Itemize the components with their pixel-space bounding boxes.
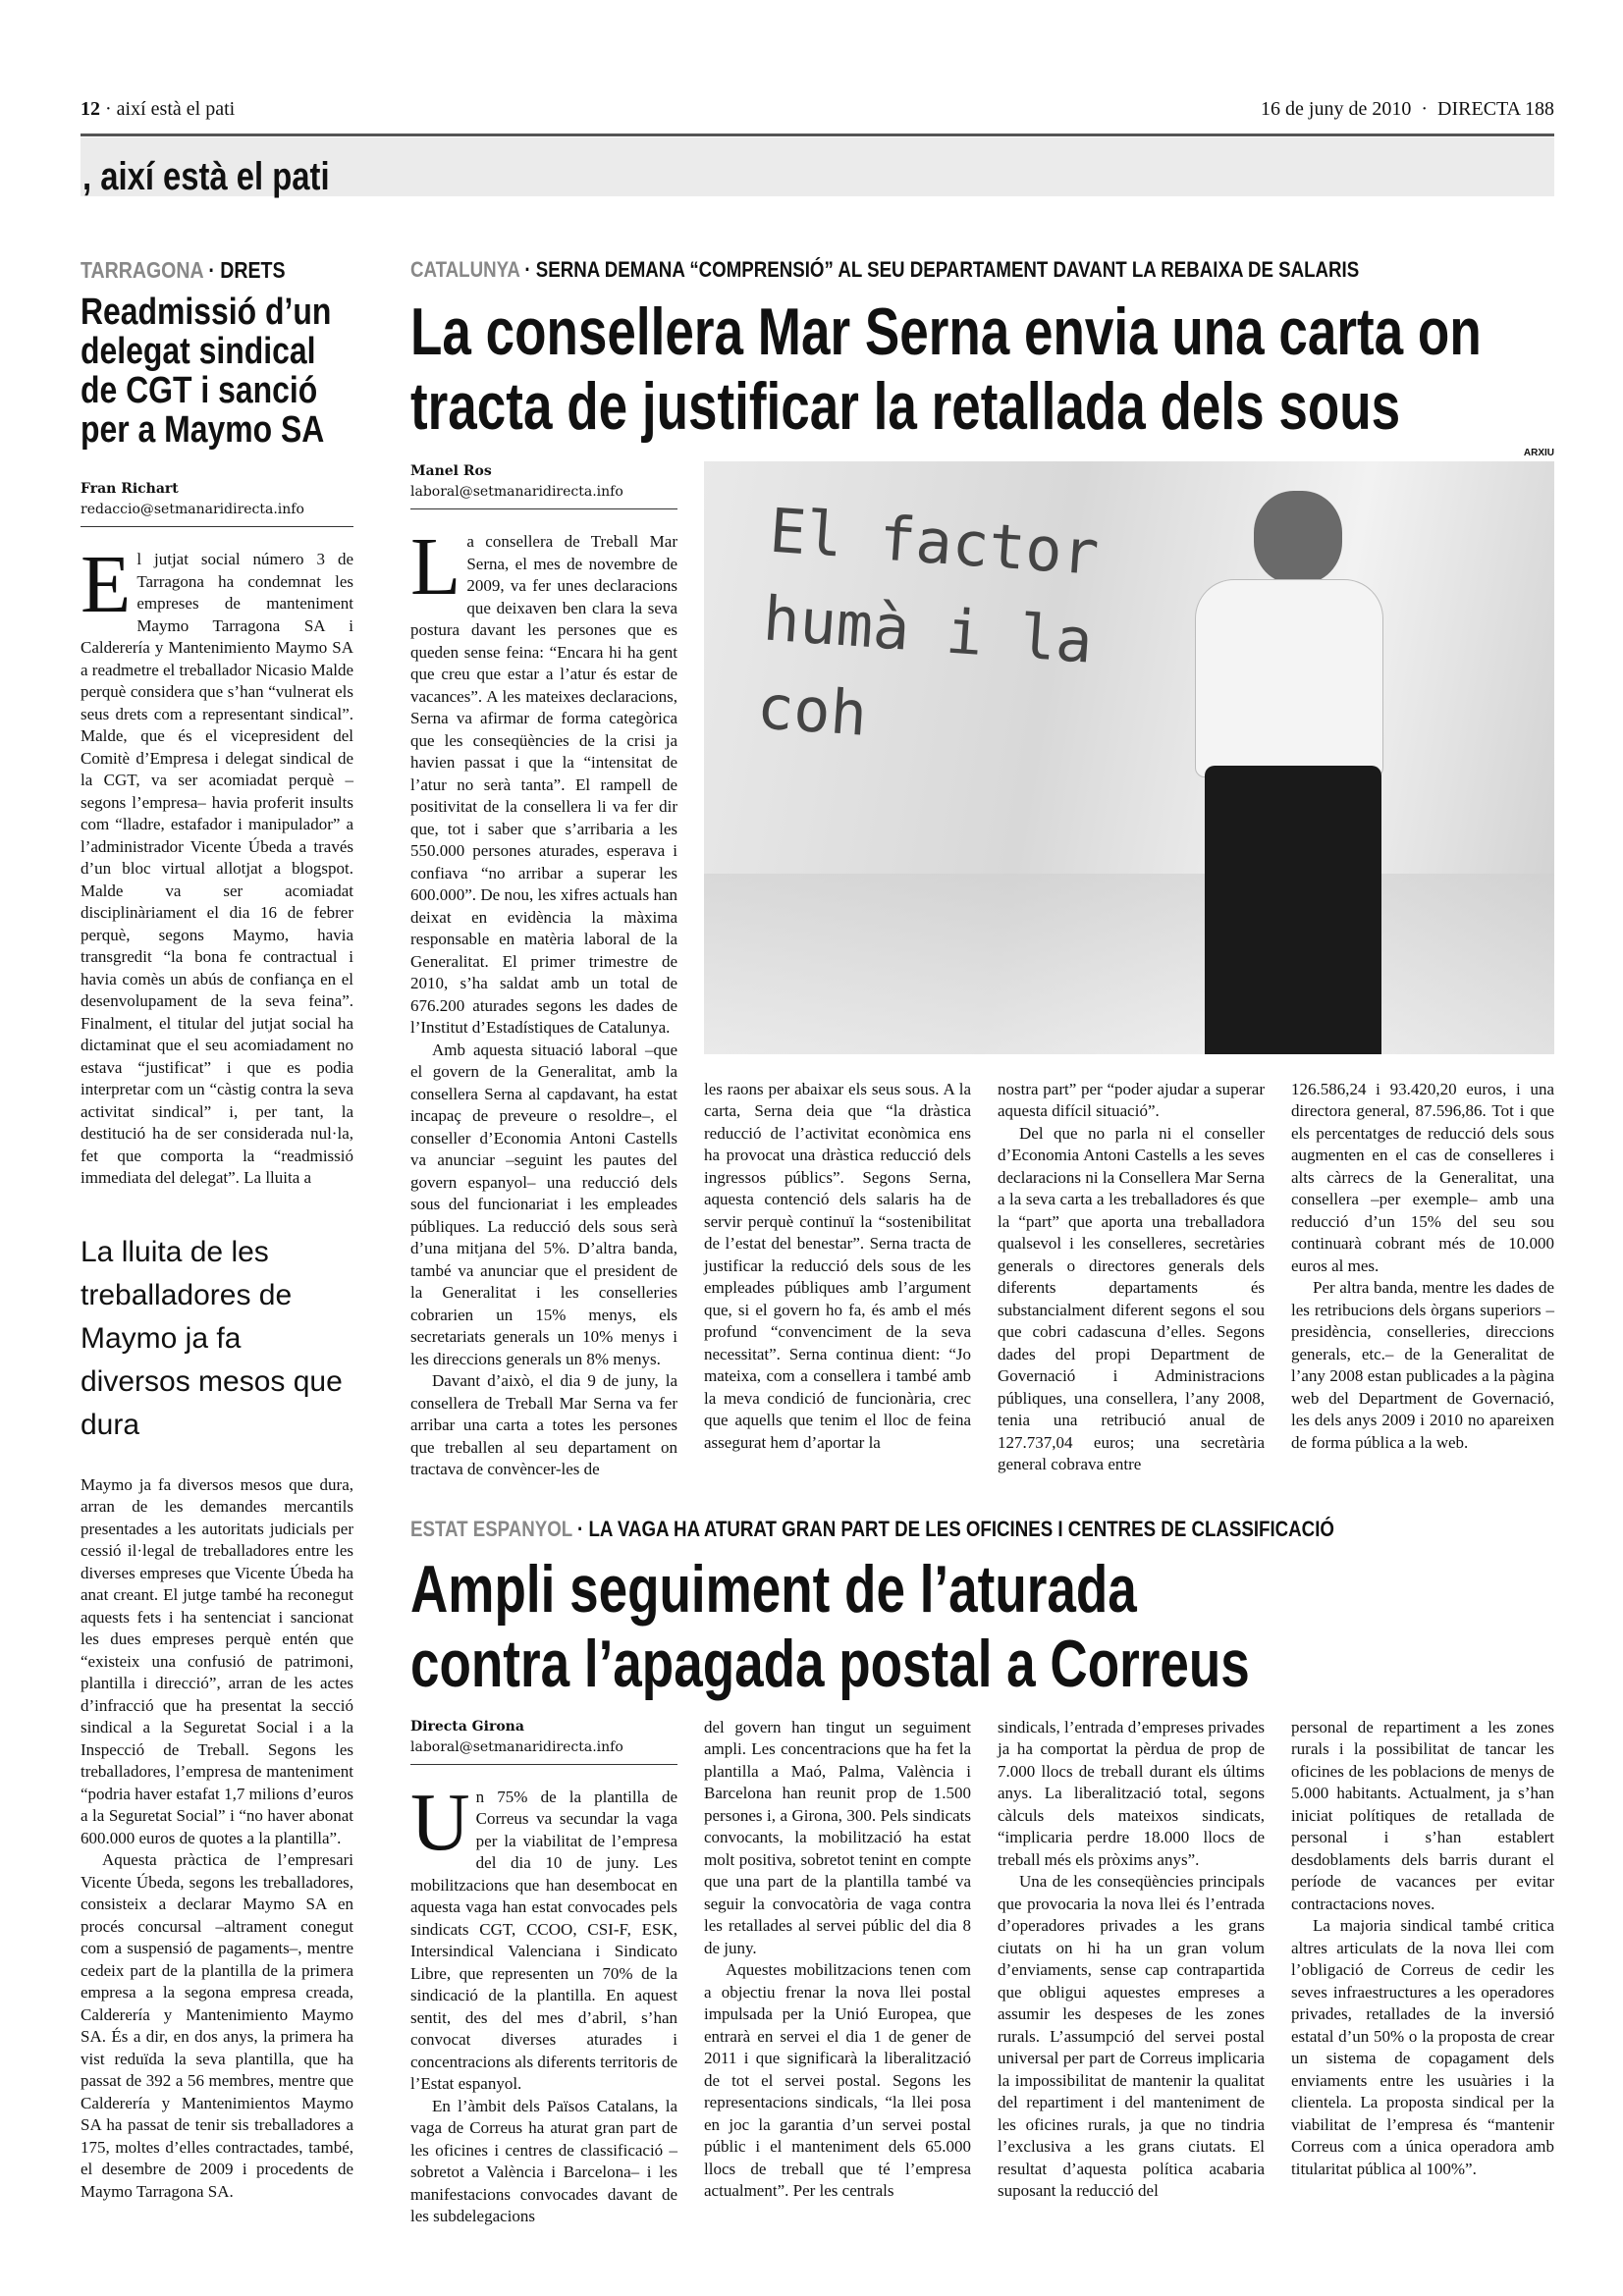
kicker-place: CATALUNYA (410, 257, 520, 282)
article-kicker: TARRAGONA · DRETS (81, 257, 286, 283)
photo-credit: ARXIU (1523, 448, 1554, 458)
paragraph: Una de les conseqüències principals que provocaria la nova llei és l’entrada d’operadores privades a les grans ciutats on hi ha un gran volum d’enviaments, sense cap contrapartida que obligui aquestes empreses a assumir les despeses de les zones rurals. L’assumpció del servei postal universal per part de Correus implicaria la impossibilitat de mantenir la qualitat del repartiment i del manteniment de les oficines rurals, ja que no tindria l’exclusiva a les grans ciutats. El resultat d’aquesta política acabaria suposant la reducció del (998, 1872, 1265, 2200)
slide-text: El factor humà i la coh (754, 494, 1102, 750)
bottom-col-2 (704, 1717, 971, 2203)
section-title: , així està el pati (82, 155, 330, 198)
main-headline (410, 294, 1482, 444)
section-name: així està el pati (116, 98, 236, 120)
paragraph: Del que no parla ni el conseller d’Economia Antoni Castells a les seves declaracions ni la Consellera Mar Serna a la seva carta a les treballadores és que la “part” que aporta una treballadora qualsevol i les conselleres, secretàries generals o directores generals dels diferents departaments és substancialment diferent segons el sou que cobri cadascuna d’elles. Segons dades del propi Department de Governació i Administracions públiques, una consellera, l’any 2008, tenia una retribució anual de 127.737,04 euros; una secretària general cobrava entre (998, 1123, 1265, 1474)
author: Fran Richart (81, 481, 179, 497)
bottom-col-1 (410, 1717, 677, 2228)
bottom-article (410, 1517, 1554, 2228)
bottom-col-3 (998, 1717, 1265, 2203)
main-kicker: CATALUNYA · SERNA DEMANA “COMPRENSIÓ” AL SEU DEPARTAMENT DAVANT LA REBAIXA DE SALARIS (410, 257, 1360, 282)
bottom-columns (410, 1717, 1554, 2228)
author-email[interactable]: laboral@setmanaridirecta.info (410, 1738, 623, 1755)
main-col-4 (1291, 1079, 1554, 1455)
headline-line: contra l’apagada postal a Correus (410, 1626, 1250, 1701)
publication-name: DIRECTA 188 (1437, 98, 1554, 120)
headline-line: Ampli seguiment de l’aturada (410, 1551, 1137, 1627)
left-article (81, 257, 353, 2203)
bottom-kicker: ESTAT ESPANYOL · LA VAGA HA ATURAT GRAN PART DE LES OFICINES I CENTRES DE CLASSIFICACIÓ (410, 1516, 1334, 1541)
paragraph: l jutjat social número 3 de Tarragona ha condemnat les empreses de manteniment Maymo Tarragona SA i Calderería y Mantenimiento Maymo SA a readmetre el treballador Nicasio Malde perquè considera que s’han “vulnerat els seus drets com a representant sindical”. Malde, que és el vicepresident del Comitè d’Empresa i delegat sindical de la CGT, va ser acomiadat perquè –segons l’empresa– havia proferit insults com “lladre, estafador i manipulador” a l’administrador Vicente Úbeda a través d’un bloc virtual allotjat a blogspot. Malde va ser acomiadat disciplinàriament el dia 16 de febrer perquè, segons Maymo, havia transgredit “la bona fe contractual i havia comès un abús de confiança en el desenvolupament de la seva feina”. Finalment, el titular del jutjat social ha dictaminat que el seu acomiadament no estava “justificat” i que es podia interpretar com un “càstig contra la seva activitat sindical” i, per tant, la destitució ha de ser considerada nul·la, fet que comporta la “readmissió immediata del delegat”. La lluita a (81, 550, 354, 1187)
paragraph: Aquesta pràctica de l’empresari Vicente Úbeda, segons les treballadores, consisteix a declarar Maymo SA en procés concursal –altrament conegut com a suspensió de pagaments–, mentre cedeix part de la plantilla de la primera empresa a la segona empresa creada, Calderería y Mantenimiento Maymo SA. És a dir, en dos anys, la primera ha vist reduïda la seva plantilla, que ha passat de 392 a 56 membres, mentre que Calderería y Mantenimientos Maymo SA ha passat de tenir sis treballadores a 175, moltes d’elles contractades, també, el desembre de 2009 i procedents de Maymo Tarragona SA. (81, 1850, 353, 2201)
paragraph: En l’àmbit dels Països Catalans, la vaga de Correus ha aturat gran part de les oficines i centres de classificació –sobretot a València i Barcelona– i les manifestacions convocades davant de les subdelegacions (410, 2096, 677, 2225)
drop-cap: E (81, 539, 132, 630)
header-rule (81, 133, 1554, 136)
main-columns (410, 461, 1554, 1481)
main-col-1 (410, 461, 677, 1481)
paragraph: Per altra banda, mentre les dades de les retribucions dels òrgans superiors –presidència, conselleries, direccions generals, etc.– de la Generalitat de l’any 2008 estan publicades a la pàgina web del Department de Governació, les dels anys 2009 i 2010 no apareixen de forma pública a la web. (1291, 1278, 1554, 1452)
page-number: 12 (81, 98, 100, 120)
headline-line: La consellera Mar Serna envia una carta on (410, 294, 1482, 369)
person-skirt (1205, 766, 1381, 1054)
main-col-3 (998, 1079, 1265, 1476)
main-byline (410, 461, 677, 509)
kicker-topic: DRETS (220, 257, 286, 283)
headline-line: tracta de justificar la retallada dels sous (410, 369, 1401, 444)
article-body (81, 539, 354, 1190)
paragraph: a consellera de Treball Mar Serna, el mes de novembre de 2009, va fer unes declaracions que deixaven ben clara la seva postura davant les persones que es queden sense feina: “Encara hi ha gent que creu que estar a l’atur és estar de vacances”. A les mateixes declaracions, Serna va afirmar de forma categòrica que les conseqüències de la crisi ja havien passat i que la “intensitat de l’atur no serà tanta”. El rampell de positivitat de la consellera li va fer dir que, tot i saber que s’arribaria a les 550.000 persones aturades, esperava i confiava “no arribar a superar les 600.000”. De nou, les xifres actuals han deixat en evidència la màxima responsable en matèria laboral de la Generalitat. El primer trimestre de 2010, s’ha saldat amb un total de 676.200 aturades segons les dades de l’Institut d’Estadístiques de Catalunya. (410, 532, 677, 1037)
paragraph: La majoria sindical també critica altres articulats de la nova llei com l’obligació de Correus de cedir les seves infraestructures a les operadores privades, retallades de la inversió estatal d’un 50% o la proposta de crear un sistema de copagament dels enviaments entre les usuàries i la clientela. La proposta sindical per la viabilitat de l’empresa és “mantenir Correus com a única operadora amb titularitat pública al 100%”. (1291, 1916, 1554, 2178)
author-email[interactable]: laboral@setmanaridirecta.info (410, 484, 623, 500)
author: Directa Girona (410, 1718, 524, 1735)
paragraph: Davant d’això, el dia 9 de juny, la consellera de Treball Mar Serna va fer arribar una carta a totes les persones que treballen al seu departament on tractava de convèncer-les de (410, 1371, 677, 1478)
person-head (1254, 491, 1342, 584)
paragraph: sindicals, l’entrada d’empreses privades ja ha comportat la pèrdua de prop de 7.000 llocs de treball durant els últims anys. La liberalització total, segons càlculs dels mateixos sindicats, “implicaria perdre 18.000 llocs de treball més els pròxims anys”. (998, 1717, 1265, 1869)
bottom-headline (410, 1552, 1303, 1701)
byline (81, 479, 353, 527)
bottom-byline (410, 1717, 677, 1765)
paragraph: 126.586,24 i 93.420,20 euros, i una directora general, 87.596,86. Tot i que els percentatges de reducció dels sous augmenten en el cas de conselleres i alts càrrecs de la Generalitat, una consellera –per exemple– amb una reducció d’un 15% del seu sou continuarà cobrant més de 10.000 euros al mes. (1291, 1079, 1554, 1275)
drop-cap: L (410, 521, 461, 613)
article-photo (704, 461, 1554, 1054)
kicker-topic: LA VAGA HA ATURAT GRAN PART DE LES OFICINES I CENTRES DE CLASSIFICACIÓ (588, 1516, 1334, 1541)
right-region (410, 257, 1554, 2228)
bottom-col-4 (1291, 1717, 1554, 2181)
paragraph: personal de repartiment a les zones rurals i la possibilitat de tancar les oficines de les poblacions de menys de 5.000 habitants. Actualment, ja s’han iniciat polítiques de retallada de personal i s’han establert desdoblaments dels barris durant el període de vacances per evitar contractacions noves. (1291, 1717, 1554, 1913)
main-article (410, 257, 1554, 1481)
author-email[interactable]: redaccio@setmanaridirecta.info (81, 502, 304, 517)
paragraph: del govern han tingut un seguiment ampli. Les concentracions que ha fet la plantilla a Maó, Palma, València i Barcelona han reunit prop de 1.500 persones i, a Girona, 300. Pels sindicats convocants, la mobilització ha estat molt positiva, sobretot tenint en compte que una part de la plantilla també va seguir la convocatòria de vaga contra les retallades al servei públic del dia 8 de juny. (704, 1717, 971, 1957)
paragraph: n 75% de la plantilla de Correus va secundar la vaga per la viabilitat de l’empresa del dia 10 de juny. Les mobilitzacions que han desembocat en aquesta vaga han estat convocades pels sindicats CGT, CCOO, CSI-F, ESK, Intersindical Valenciana i Sindicato Libre, que representen un 70% de la sindicació de la plantilla. En aquest sentit, des del mes d’abril, s’han convocat diverses aturades i concentracions als diferents territoris de l’Estat espanyol. (410, 1787, 677, 2093)
paragraph: les raons per abaixar els seus sous. A la carta, Serna deia que “la dràstica reducció de l’activitat econòmica ens ha provocat una dràstica reducció dels ingressos públics”. Segons Serna, aquesta contenció dels salaris ha de servir perquè continuï la “sostenibilitat de l’estat del benestar”. Serna tracta de justificar la reducció dels sous de les empleades públiques amb l’argument que, si el govern ho fa, és amb el més profund “convenciment de la seva necessitat”. Serna continua dient: “Jo mateixa, com a consellera i també amb la meva condició de funcionària, crec que aquells que tenim el lloc de feina assegurat hem d’aportar la (704, 1079, 971, 1452)
page-folio: 12 · així està el pati (81, 98, 236, 120)
paragraph: Aquestes mobilitzacions tenen com a objectiu frenar la nova llei postal impulsada per la Unió Europea, que entrarà en servei el dia 1 de gener de 2011 i que significarà la liberalització de tot el servei postal. Segons les representacions sindicals, “la llei posa en joc la garantia d’un servei postal públic i el manteniment dels 65.000 llocs de treball que té l’empresa actualment”. Per les centrals (704, 1960, 971, 2200)
kicker-place: TARRAGONA (81, 257, 203, 283)
drop-cap: U (410, 1776, 470, 1868)
person-jacket (1195, 579, 1383, 777)
main-col-2 (704, 1079, 971, 1455)
article-headline: Readmissió d’un delegat sindical de CGT i sanció per a Maymo SA (81, 292, 332, 451)
paragraph: nostra part” per “poder ajudar a superar aquesta difícil situació”. (998, 1079, 1265, 1121)
paragraph: Amb aquesta situació laboral –que el govern de la Generalitat, amb la consellera Serna al capdavant, ha estat incapaç de preveure o resoldre–, el conseller d’Economia Antoni Castells va anunciar –seguint les pautes del govern espanyol– una reducció dels sous del funcionariat i les empleades públiques. La reducció dels sous serà d’una mitjana del 5%. D’altra banda, també va anunciar que el president de la Generalitat i les conselleries cobrarien un 15% menys, els secretariats generals un 10% menys i les direccions generals un 8% menys. (410, 1040, 677, 1368)
paragraph: Maymo ja fa diversos mesos que dura, arran de les demandes mercantils presentades a les autoritats judicials per cessió il·legal de treballadores entre les diverses empreses que Vicente Úbeda ha anat creant. El jutge també ha reconegut aquests fets i ha sentenciat i sancionat les dues empreses perquè entén que “existeix una confusió de patrimoni, plantilla i direcció”, arran de les actes d’infracció que ha presentat la secció sindical a la Seguretat Social i a la Inspecció de Treball. Segons les treballadores, l’empresa de manteniment “podria haver estafat 1,7 milions d’euros a la Seguretat Social” i “no haver abonat 600.000 euros de quotes a la plantilla”. (81, 1474, 353, 1847)
kicker-topic: SERNA DEMANA “COMPRENSIÓ” AL SEU DEPARTAMENT DAVANT LA REBAIXA DE SALARIS (535, 257, 1360, 282)
issue-info: 16 de juny de 2010 · DIRECTA 188 (1261, 98, 1554, 120)
issue-date: 16 de juny de 2010 (1261, 98, 1412, 120)
kicker-place: ESTAT ESPANYOL (410, 1516, 572, 1541)
pull-quote: La lluita de les treballadores de Maymo ja fa diversos mesos que dura (81, 1235, 343, 1441)
author: Manel Ros (410, 463, 492, 479)
article-body-continued (81, 1474, 353, 2204)
photo-background (704, 874, 1554, 1054)
